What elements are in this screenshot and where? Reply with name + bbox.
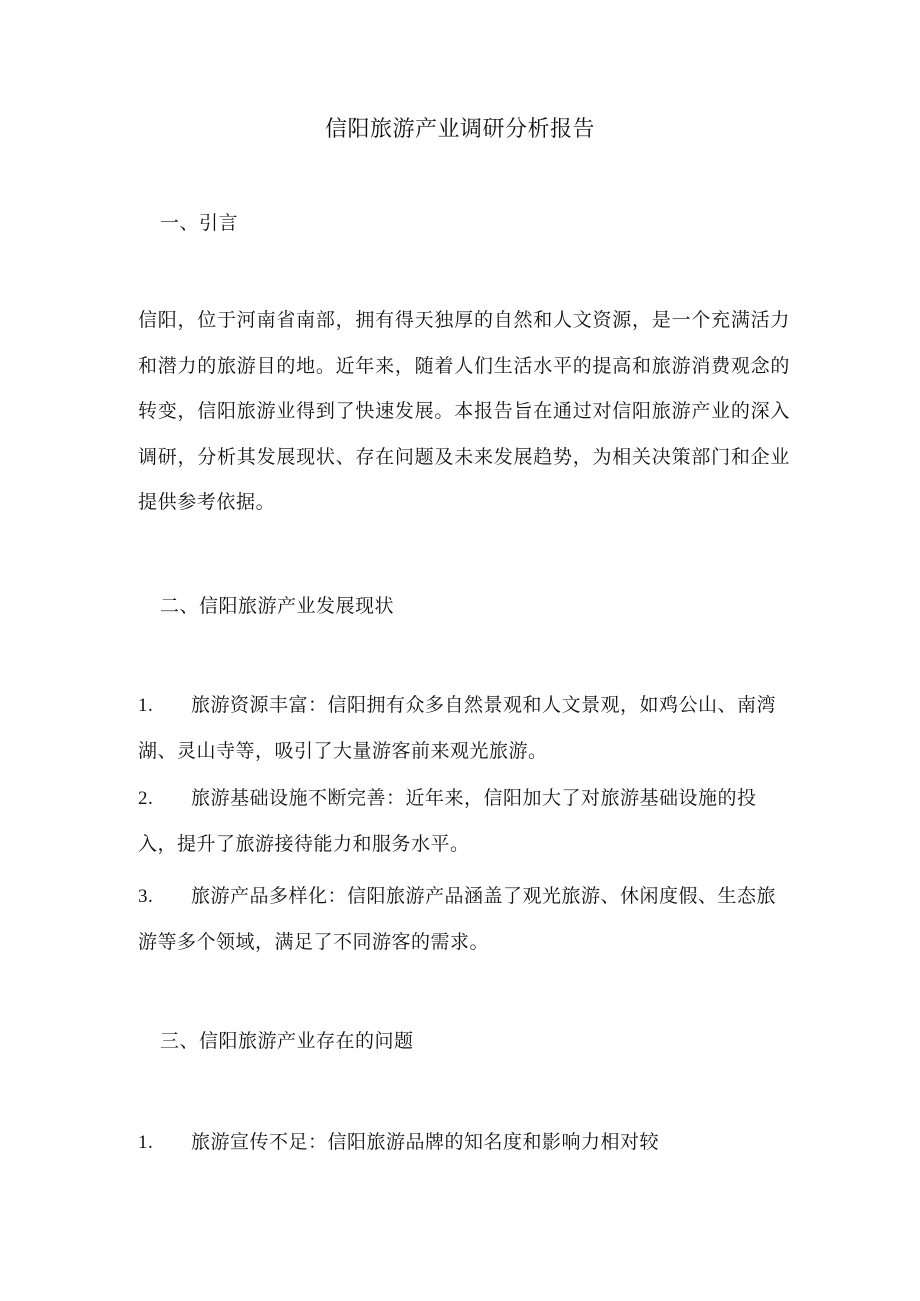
list-item-number: 1.	[138, 695, 154, 716]
list-item	[138, 683, 790, 774]
list-item-text: 旅游宣传不足：信阳旅游品牌的知名度和影响力相对较	[191, 1131, 660, 1153]
document-title: 信阳旅游产业调研分析报告	[324, 117, 595, 142]
section-heading-current-status: 二、信阳旅游产业发展现状	[160, 595, 395, 617]
section-heading-introduction: 一、引言	[160, 212, 239, 234]
list-item-number: 1.	[138, 1132, 154, 1153]
list-item-text: 旅游资源丰富：信阳拥有众多自然景观和人文景观，如鸡公山、南湾湖、灵山寺等，吸引了大量游客前来观光旅游。	[138, 694, 777, 762]
list-item-text: 旅游产品多样化：信阳旅游产品涵盖了观光旅游、休闲度假、生态旅游等多个领域，满足了不同游客的需求。	[138, 885, 777, 953]
section-heading-problems: 三、信阳旅游产业存在的问题	[160, 1030, 414, 1052]
introduction-paragraph: 信阳，位于河南省南部，拥有得天独厚的自然和人文资源，是一个充满活力和潜力的旅游目的地。近年来，随着人们生活水平的提高和旅游消费观念的转变，信阳旅游业得到了快速发展。本报告旨在通过对信阳旅游产业的深入调研，分析其发展现状、存在问题及未来发展趋势，为相关决策部门和企业提供参考依据。	[138, 309, 790, 513]
list-item	[138, 1120, 790, 1166]
list-item	[138, 874, 790, 965]
list-item	[138, 776, 790, 867]
list-item-number: 3.	[138, 886, 154, 907]
list-item-number: 2.	[138, 788, 154, 809]
list-item-text: 旅游基础设施不断完善：近年来，信阳加大了对旅游基础设施的投入，提升了旅游接待能力和服务水平。	[138, 787, 757, 855]
